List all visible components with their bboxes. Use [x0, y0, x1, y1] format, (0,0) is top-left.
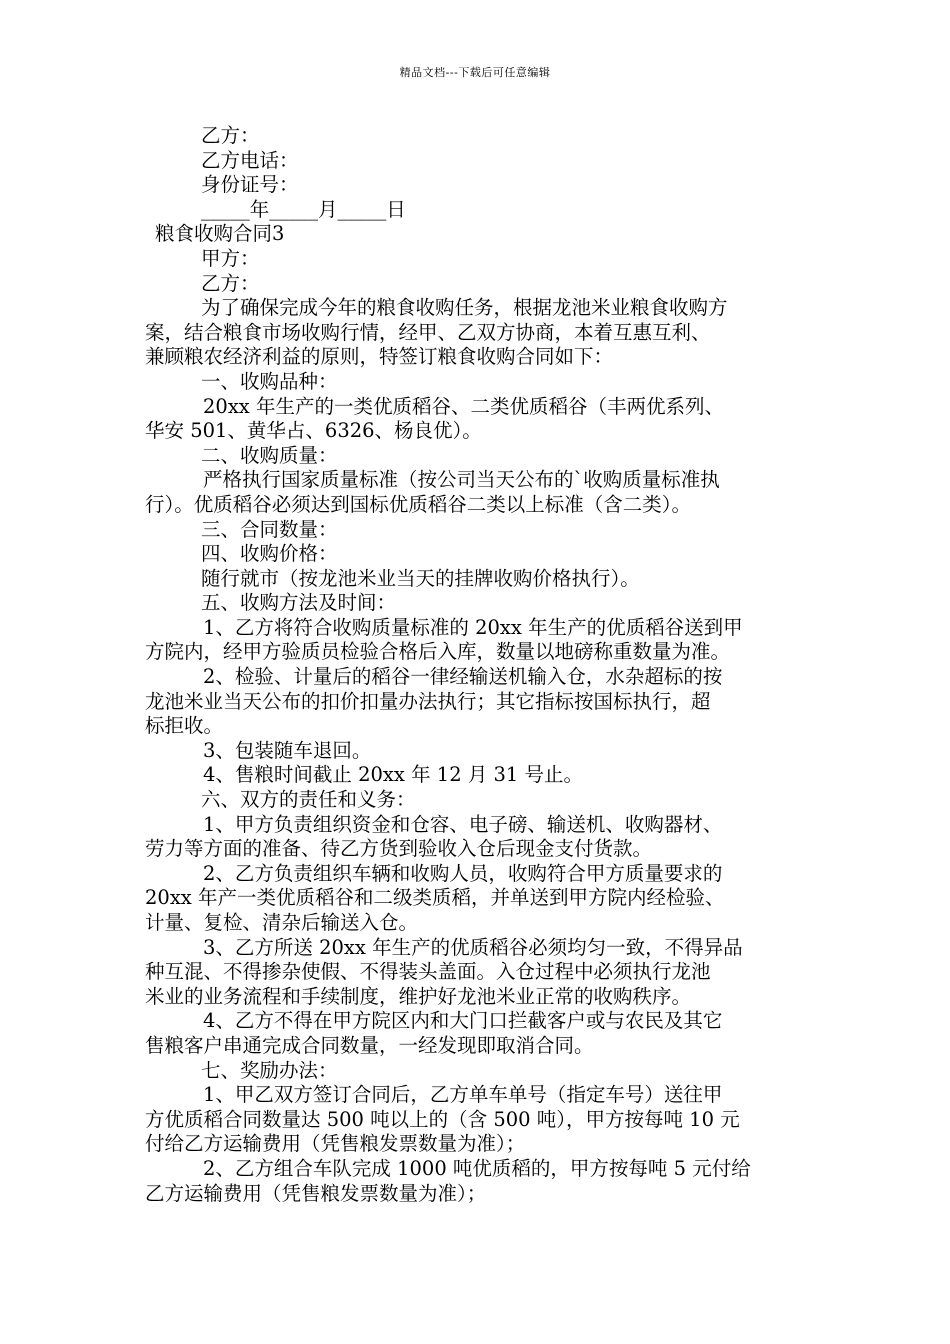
paragraph-line: 20xx 年生产的一类优质稻谷、二类优质稻谷（丰两优系列、 [203, 394, 725, 418]
section-heading: 三、合同数量： [201, 517, 338, 541]
paragraph-line: 方优质稻合同数量达 500 吨以上的（含 500 吨），甲方按每吨 10 元 [145, 1107, 740, 1131]
paragraph-line: 计量、复检、清杂后输送入仓。 [145, 911, 419, 934]
paragraph-line: 3、乙方所送 20xx 年生产的优质稻谷必须均匀一致，不得异品 [203, 935, 743, 959]
paragraph-line: 方院内，经甲方验质员检验合格后入库，数量以地磅称重数量为准。 [145, 640, 731, 664]
paragraph-line: 龙池米业当天公布的扣价扣量办法执行；其它指标按国标执行，超 [145, 689, 711, 713]
paragraph-line: 1、乙方将符合收购质量标准的 20xx 年生产的优质稻谷送到甲 [203, 615, 743, 639]
section-heading: 五、收购方法及时间： [201, 591, 397, 615]
paragraph-line: 米业的业务流程和手续制度，维护好龙池米业正常的收购秩序。 [145, 984, 692, 1008]
document-body [145, 124, 805, 1206]
paragraph-line: 为了确保完成今年的粮食收购任务，根据龙池米业粮食收购方 [201, 296, 728, 320]
page-header: 精品文档---下载后可任意编辑 [399, 66, 551, 79]
section-heading: 四、收购价格： [201, 542, 338, 566]
paragraph-line: 20xx 年产一类优质稻谷和二级类质稻，并单送到甲方院内经检验、 [145, 886, 725, 910]
paragraph-line: 案，结合粮食市场收购行情，经甲、乙双方协商，本着互惠互利、 [145, 320, 711, 344]
paragraph-line: 2、乙方负责组织车辆和收购人员，收购符合甲方质量要求的 [203, 861, 723, 885]
paragraph-line: 华安 501、黄华占、6326、杨良优）。 [145, 419, 482, 443]
paragraph-line: 付给乙方运输费用（凭售粮发票数量为准）； [145, 1132, 526, 1156]
paragraph-line: 4、售粮时间截止 20xx 年 12 月 31 号止。 [203, 763, 584, 787]
section-heading: 二、收购质量： [201, 443, 338, 467]
section-heading: 一、收购品种： [201, 369, 338, 393]
date-line: _____年_____月_____日 [201, 197, 406, 221]
paragraph-line: 乙方运输费用（凭售粮发票数量为准）； [145, 1181, 487, 1205]
paragraph-line: 行）。优质稻谷必须达到国标优质稻谷二类以上标准（含二类）。 [145, 492, 692, 516]
contract-title: 粮食收购合同3 [155, 222, 285, 246]
paragraph-line: 标拒收。 [145, 714, 224, 738]
paragraph-line: 兼顾粮农经济利益的原则，特签订粮食收购合同如下： [145, 345, 614, 369]
party-b-phone-label: 乙方电话： [201, 148, 299, 172]
paragraph-line: 种互混、不得掺杂使假、不得装头盖面。入仓过程中必须执行龙池 [145, 960, 711, 984]
paragraph-line: 2、乙方组合车队完成 1000 吨优质稻的，甲方按每吨 5 元付给 [203, 1156, 751, 1180]
paragraph-line: 1、甲乙双方签订合同后，乙方单车单号（指定车号）送往甲 [203, 1083, 723, 1107]
party-a-label: 甲方： [201, 246, 260, 270]
paragraph-line: 1、甲方负责组织资金和仓容、电子磅、输送机、收购器材、 [203, 812, 723, 836]
paragraph-line: 随行就市（按龙池米业当天的挂牌收购价格执行）。 [201, 566, 640, 590]
section-heading: 七、奖励办法： [201, 1058, 338, 1082]
party-b-label: 乙方： [201, 124, 260, 147]
paragraph-line: 2、检验、计量后的稻谷一律经输送机输入仓，水杂超标的按 [203, 665, 723, 689]
paragraph-line: 售粮客户串通完成合同数量，一经发现即取消合同。 [145, 1033, 594, 1057]
id-number-label: 身份证号： [201, 173, 299, 197]
paragraph-line: 劳力等方面的准备、待乙方货到验收入仓后现金支付货款。 [145, 837, 653, 861]
section-heading: 六、双方的责任和义务： [201, 788, 416, 812]
party-b-label-2: 乙方： [201, 271, 260, 295]
paragraph-line: 严格执行国家质量标准（按公司当天公布的`收购质量标准执 [203, 468, 720, 492]
paragraph-line: 4、乙方不得在甲方院区内和大门口拦截客户或与农民及其它 [203, 1009, 723, 1033]
paragraph-line: 3、包装随车退回。 [203, 738, 372, 762]
